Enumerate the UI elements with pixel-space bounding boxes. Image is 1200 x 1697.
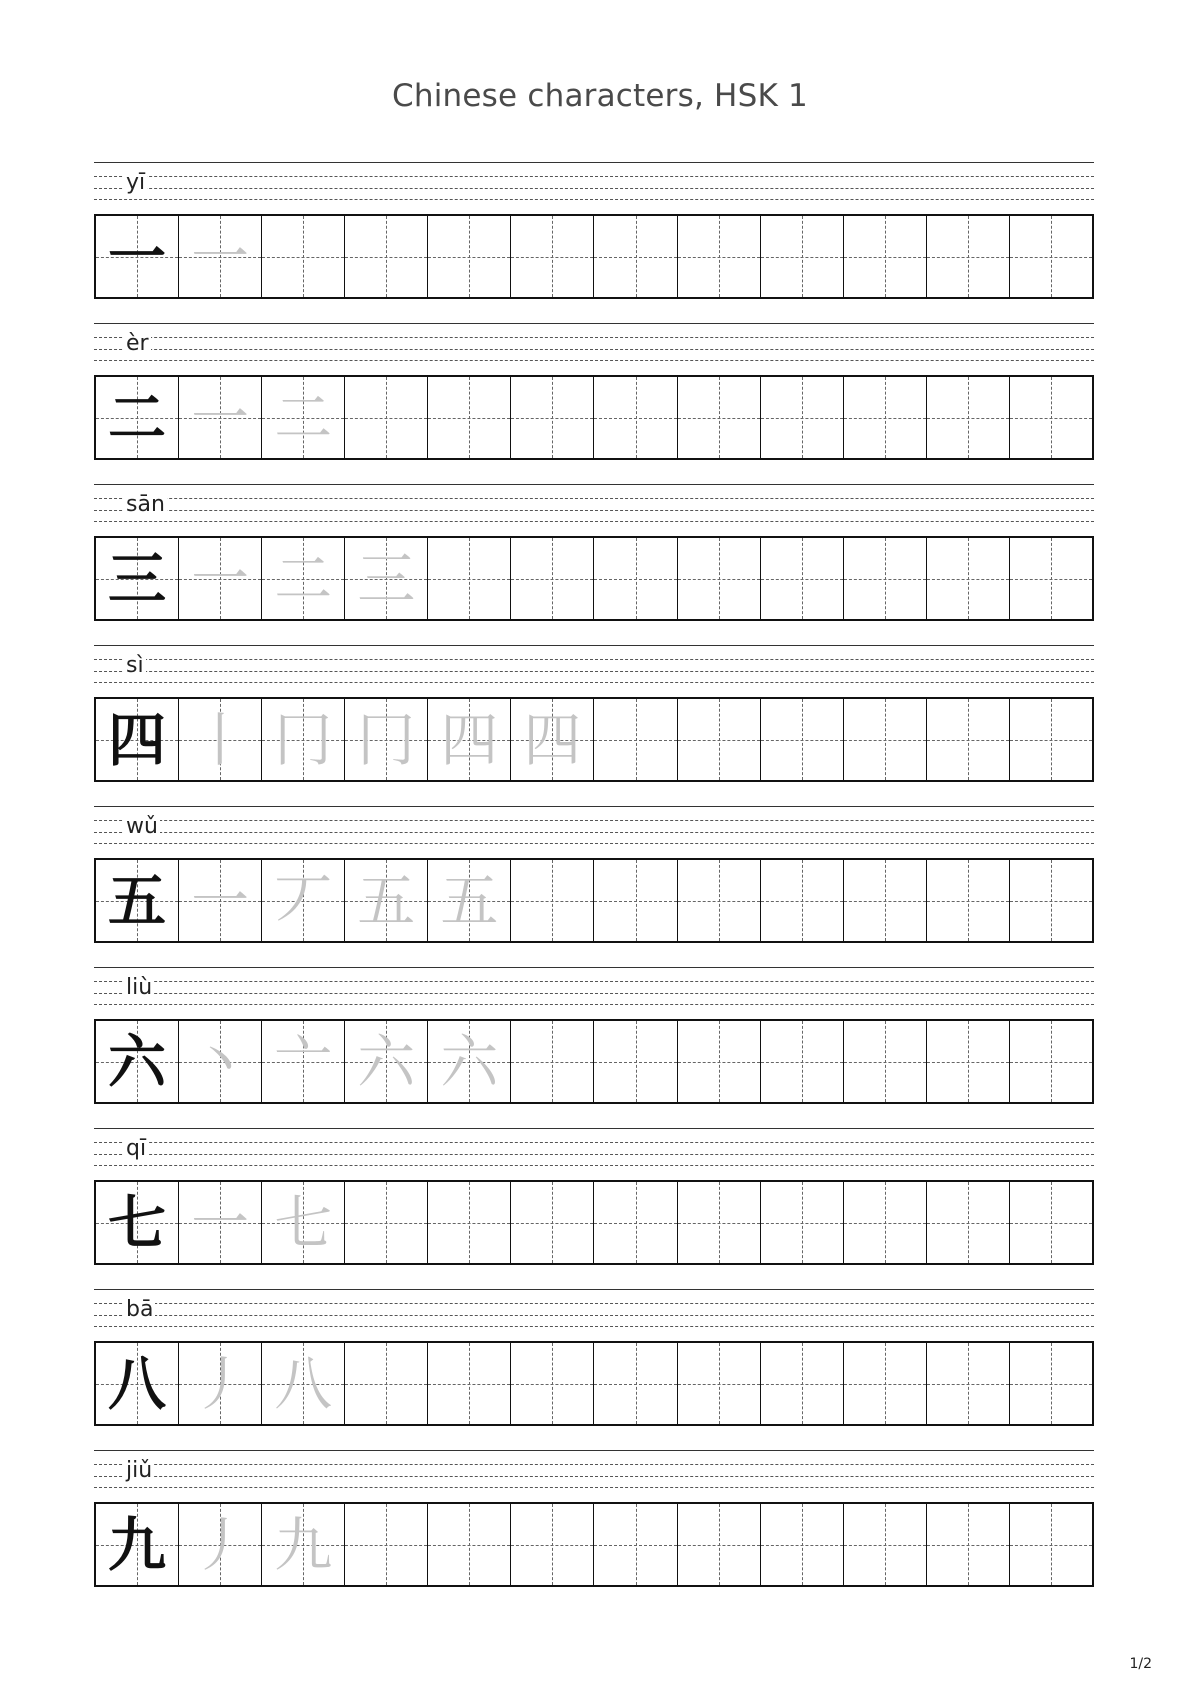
practice-cell[interactable] [927,699,1010,780]
model-cell [96,860,179,941]
practice-cell[interactable] [511,699,594,780]
practice-cell[interactable] [179,1343,262,1424]
pinyin-guide-lines [94,1128,1094,1174]
practice-cell[interactable] [179,1021,262,1102]
pinyin-label: wǔ [126,814,158,839]
practice-cell[interactable] [844,216,927,297]
practice-cell[interactable] [428,1182,511,1263]
pinyin-label: qī [126,1136,147,1161]
practice-cell[interactable] [1010,860,1092,941]
practice-cell[interactable] [927,538,1010,619]
practice-cell[interactable] [761,1504,844,1585]
practice-cell[interactable] [428,1343,511,1424]
practice-grid [94,858,1094,943]
practice-row [94,323,1094,484]
model-cell [96,699,179,780]
guide-dash-line [94,188,1094,189]
guide-dash-line [94,1487,1094,1488]
stroke-order-trace: 九 [274,1510,333,1579]
guide-dash-line [94,993,1094,994]
practice-row [94,806,1094,967]
practice-cell[interactable] [262,1182,345,1263]
practice-cell[interactable] [428,1021,511,1102]
guide-dash-line [94,843,1094,844]
stroke-order-trace: 丶 [191,1027,250,1096]
practice-row [94,645,1094,806]
guide-dash-line [94,1142,1094,1143]
practice-cell[interactable] [761,1021,844,1102]
practice-cell[interactable] [844,1021,927,1102]
guide-dash-line [94,510,1094,511]
practice-row [94,1289,1094,1450]
pinyin-label: bā [126,1297,154,1322]
practice-row [94,162,1094,323]
practice-cell[interactable] [179,377,262,458]
model-cell [96,538,179,619]
practice-cell[interactable] [927,1504,1010,1585]
practice-cell[interactable] [179,860,262,941]
model-character: 一 [108,222,167,291]
practice-cell[interactable] [262,1021,345,1102]
guide-dash-line [94,199,1094,200]
practice-cell[interactable] [678,538,761,619]
stroke-order-trace: 一 [191,866,250,935]
practice-cell[interactable] [262,216,345,297]
guide-dash-line [94,1165,1094,1166]
pinyin-guide-lines [94,484,1094,530]
practice-cell[interactable] [844,860,927,941]
model-cell [96,216,179,297]
guide-dash-line [94,1004,1094,1005]
practice-cell[interactable] [179,1182,262,1263]
practice-cell[interactable] [345,216,428,297]
practice-cell[interactable] [511,216,594,297]
practice-cell[interactable] [179,216,262,297]
stroke-order-trace: 一 [191,1188,250,1257]
practice-cell[interactable] [927,1343,1010,1424]
practice-cell[interactable] [927,216,1010,297]
practice-cell[interactable] [678,699,761,780]
practice-cell[interactable] [511,1182,594,1263]
pinyin-label: jiǔ [126,1458,153,1483]
practice-grid [94,1502,1094,1587]
guide-dash-line [94,820,1094,821]
pinyin-guide-lines [94,967,1094,1013]
pinyin-label: sān [126,492,165,517]
guide-dash-line [94,521,1094,522]
pinyin-label: yī [126,170,146,195]
practice-cell[interactable] [1010,1021,1092,1102]
practice-cell[interactable] [1010,216,1092,297]
practice-cell[interactable] [1010,538,1092,619]
practice-cell[interactable] [927,1021,1010,1102]
practice-cell[interactable] [927,377,1010,458]
stroke-order-trace: 冂 [357,705,416,774]
practice-cell[interactable] [262,1504,345,1585]
practice-cell[interactable] [262,699,345,780]
practice-cell[interactable] [428,860,511,941]
practice-cell[interactable] [844,1504,927,1585]
practice-cell[interactable] [345,1021,428,1102]
page-number: 1/2 [1129,1656,1152,1672]
stroke-order-trace: 八 [274,1349,333,1418]
practice-grid [94,1180,1094,1265]
model-character: 三 [108,544,167,613]
practice-cell[interactable] [345,538,428,619]
practice-cell[interactable] [594,377,677,458]
stroke-order-trace: 五 [440,866,499,935]
practice-cell[interactable] [511,860,594,941]
practice-grid [94,375,1094,460]
practice-cell[interactable] [179,699,262,780]
practice-cell[interactable] [844,699,927,780]
practice-cell[interactable] [345,860,428,941]
stroke-order-trace: 一 [191,544,250,613]
stroke-order-trace: 亠 [274,1027,333,1096]
practice-cell[interactable] [345,1343,428,1424]
practice-cell[interactable] [678,860,761,941]
practice-grid [94,697,1094,782]
pinyin-guide-lines [94,162,1094,208]
practice-cell[interactable] [511,1343,594,1424]
practice-cell[interactable] [262,538,345,619]
practice-cell[interactable] [428,216,511,297]
stroke-order-trace: 二 [274,383,333,452]
practice-cell[interactable] [594,538,677,619]
guide-dash-line [94,360,1094,361]
pinyin-guide-lines [94,806,1094,852]
pinyin-label: sì [126,653,144,678]
practice-cell[interactable] [511,538,594,619]
model-character: 五 [108,866,167,935]
practice-cell[interactable] [179,538,262,619]
practice-cell[interactable] [844,1343,927,1424]
practice-cell[interactable] [428,377,511,458]
practice-cell[interactable] [511,1504,594,1585]
model-character: 七 [108,1188,167,1257]
practice-cell[interactable] [1010,699,1092,780]
pinyin-guide-lines [94,645,1094,691]
stroke-order-trace: 丨 [191,705,250,774]
practice-row [94,484,1094,645]
practice-cell[interactable] [678,1343,761,1424]
practice-cell[interactable] [594,1343,677,1424]
practice-cell[interactable] [927,1182,1010,1263]
stroke-order-trace: 冂 [274,705,333,774]
stroke-order-trace: 六 [440,1027,499,1096]
stroke-order-trace: 六 [357,1027,416,1096]
guide-dash-line [94,1464,1094,1465]
model-character: 六 [108,1027,167,1096]
stroke-order-trace: 七 [274,1188,333,1257]
guide-dash-line [94,176,1094,177]
practice-cell[interactable] [844,538,927,619]
pinyin-label: liù [126,975,153,1000]
practice-cell[interactable] [761,377,844,458]
practice-cell[interactable] [594,1504,677,1585]
practice-cell[interactable] [761,860,844,941]
practice-cell[interactable] [678,1021,761,1102]
practice-cell[interactable] [1010,1504,1092,1585]
practice-cell[interactable] [594,1182,677,1263]
practice-cell[interactable] [345,1504,428,1585]
practice-cell[interactable] [844,377,927,458]
practice-grid [94,1019,1094,1104]
model-cell [96,377,179,458]
practice-cell[interactable] [761,216,844,297]
practice-row [94,1128,1094,1289]
pinyin-guide-lines [94,323,1094,369]
guide-dash-line [94,1476,1094,1477]
guide-dash-line [94,981,1094,982]
guide-dash-line [94,671,1094,672]
practice-cell[interactable] [511,1021,594,1102]
stroke-order-trace: 一 [191,383,250,452]
practice-cell[interactable] [1010,377,1092,458]
stroke-order-trace: 五 [357,866,416,935]
practice-cell[interactable] [262,860,345,941]
practice-cell[interactable] [844,1182,927,1263]
practice-cell[interactable] [511,377,594,458]
practice-cell[interactable] [678,1504,761,1585]
practice-cell[interactable] [761,699,844,780]
practice-grid [94,536,1094,621]
practice-cell[interactable] [262,377,345,458]
practice-cell[interactable] [345,699,428,780]
practice-cell[interactable] [761,538,844,619]
practice-cell[interactable] [594,216,677,297]
model-cell [96,1182,179,1263]
guide-dash-line [94,1326,1094,1327]
practice-cell[interactable] [678,1182,761,1263]
stroke-order-trace: 四 [523,705,582,774]
practice-cell[interactable] [594,699,677,780]
practice-cell[interactable] [761,1343,844,1424]
practice-cell[interactable] [678,216,761,297]
model-cell [96,1021,179,1102]
guide-dash-line [94,1303,1094,1304]
page-title: Chinese characters, HSK 1 [392,78,808,114]
stroke-order-trace: 丆 [274,866,333,935]
model-character: 二 [108,383,167,452]
practice-rows [94,162,1094,1611]
practice-cell[interactable] [428,538,511,619]
practice-cell[interactable] [761,1182,844,1263]
guide-dash-line [94,498,1094,499]
practice-cell[interactable] [179,1504,262,1585]
guide-dash-line [94,659,1094,660]
guide-dash-line [94,337,1094,338]
practice-cell[interactable] [1010,1343,1092,1424]
model-cell [96,1343,179,1424]
practice-row [94,967,1094,1128]
guide-dash-line [94,832,1094,833]
practice-cell[interactable] [594,1021,677,1102]
practice-cell[interactable] [345,1182,428,1263]
practice-grid [94,1341,1094,1426]
pinyin-guide-lines [94,1450,1094,1496]
practice-cell[interactable] [594,860,677,941]
guide-dash-line [94,1315,1094,1316]
practice-grid [94,214,1094,299]
stroke-order-trace: 一 [191,222,250,291]
model-character: 八 [108,1349,167,1418]
guide-dash-line [94,682,1094,683]
practice-cell[interactable] [345,377,428,458]
pinyin-guide-lines [94,1289,1094,1335]
guide-dash-line [94,349,1094,350]
practice-cell[interactable] [262,1343,345,1424]
model-cell [96,1504,179,1585]
stroke-order-trace: 四 [440,705,499,774]
stroke-order-trace: 二 [274,544,333,613]
practice-cell[interactable] [1010,1182,1092,1263]
practice-cell[interactable] [428,1504,511,1585]
guide-dash-line [94,1154,1094,1155]
stroke-order-trace: 丿 [191,1349,250,1418]
model-character: 九 [108,1510,167,1579]
practice-cell[interactable] [428,699,511,780]
practice-row [94,1450,1094,1611]
stroke-order-trace: 三 [357,544,416,613]
stroke-order-trace: 丿 [191,1510,250,1579]
practice-cell[interactable] [678,377,761,458]
model-character: 四 [108,705,167,774]
practice-cell[interactable] [927,860,1010,941]
pinyin-label: èr [126,331,149,356]
